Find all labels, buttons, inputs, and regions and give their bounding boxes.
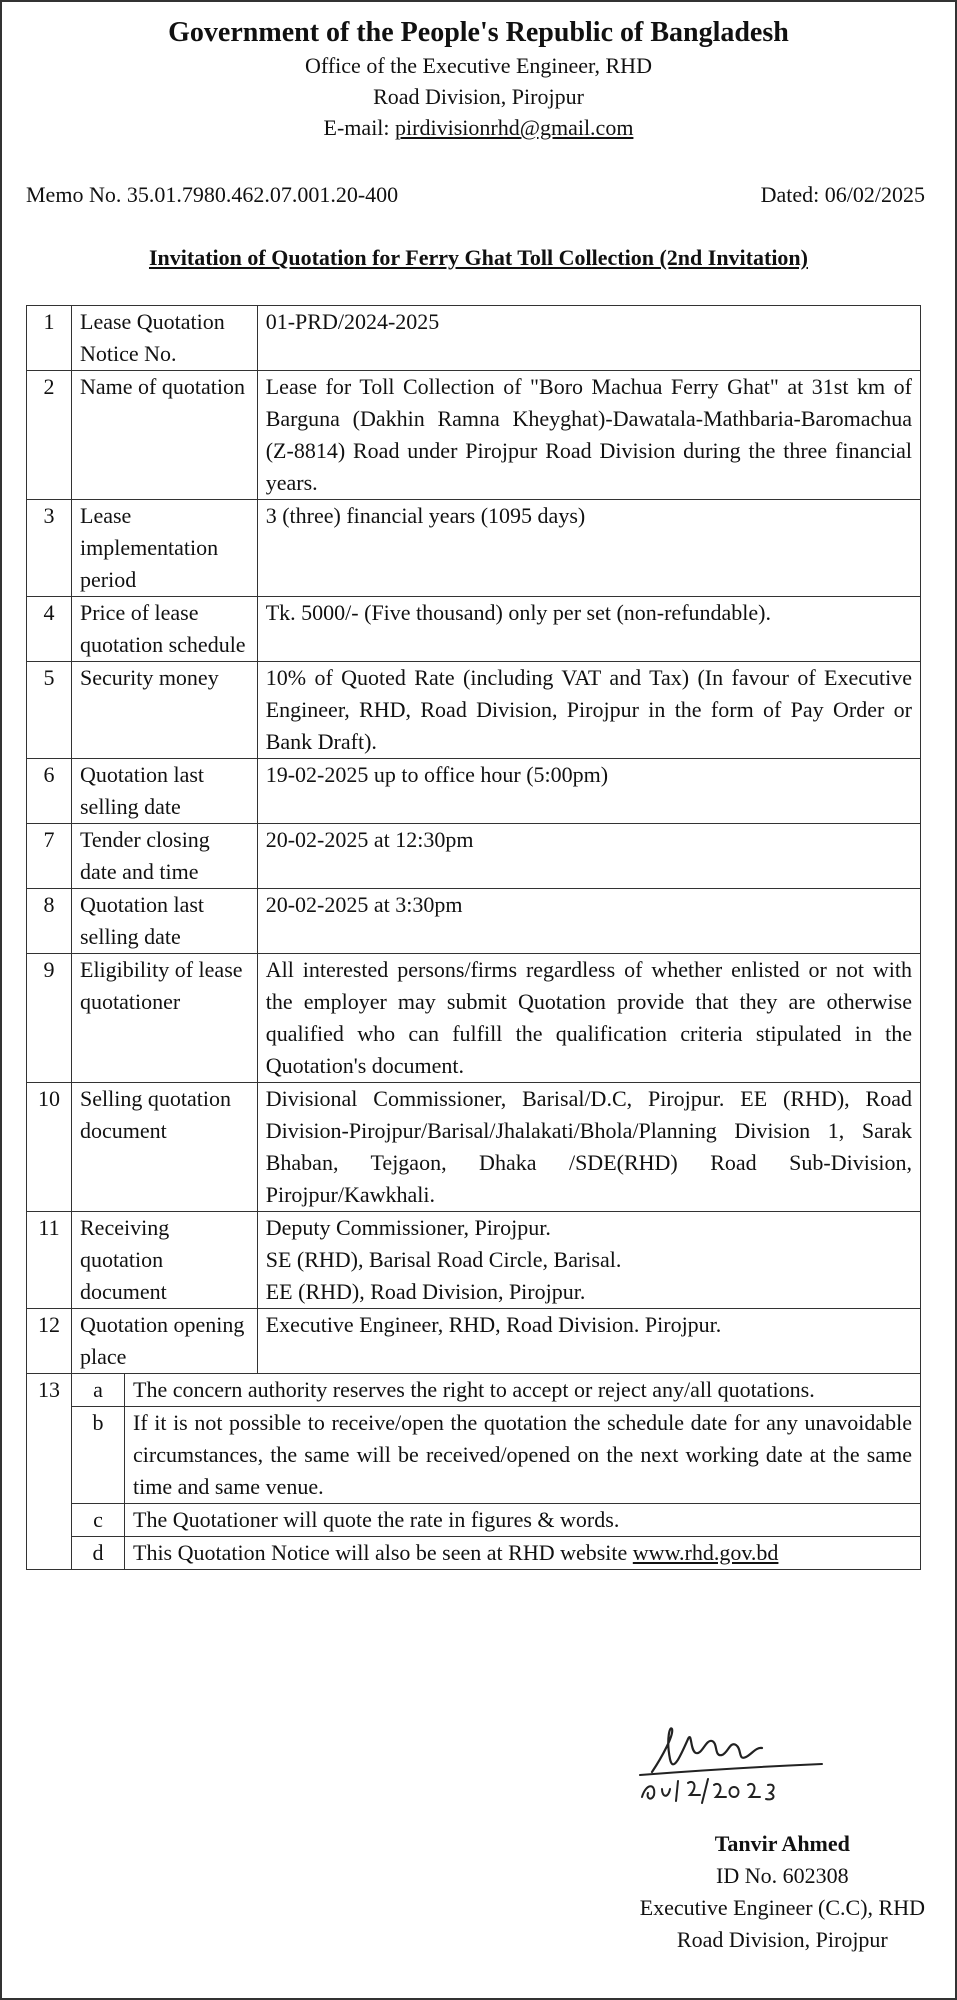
- row-label: Tender closing date and time: [72, 824, 258, 889]
- row-value: 3 (three) financial years (1095 days): [257, 500, 920, 597]
- government-title: Government of the People's Republic of Bangladesh: [168, 17, 789, 48]
- row-value: 01-PRD/2024-2025: [257, 306, 920, 371]
- note-text: The Quotationer will quote the rate in figures & words.: [125, 1504, 921, 1537]
- row-label: Name of quotation: [72, 371, 258, 500]
- row-number: 13: [27, 1374, 72, 1570]
- row-value: Lease for Toll Collection of "Boro Machua Ferry Ghat" at 31st km of Barguna (Dakhin Ramna Kheyghat)-Dawatala-Mathbaria-Baromachua (Z-8814) Road under Pirojpur Road Division during the three financial years.: [257, 371, 920, 500]
- website-link[interactable]: www.rhd.gov.bd: [632, 1540, 779, 1565]
- row-label: Lease Quotation Notice No.: [72, 306, 258, 371]
- row-value: Tk. 5000/- (Five thousand) only per set (non-refundable).: [257, 597, 920, 662]
- division-name: Road Division, Pirojpur: [373, 84, 584, 109]
- table-row: [27, 954, 921, 1083]
- note-text: The concern authority reserves the right to accept or reject any/all quotations.: [125, 1374, 921, 1407]
- row-value: 10% of Quoted Rate (including VAT and Tax) (In favour of Executive Engineer, RHD, Road Division, Pirojpur in the form of Pay Order or Bank Draft).: [257, 662, 920, 759]
- row-value: [257, 1212, 920, 1309]
- note-letter: c: [72, 1504, 125, 1537]
- signature-image: [632, 1717, 832, 1812]
- table-row: [27, 371, 921, 500]
- row-value: 20-02-2025 at 12:30pm: [257, 824, 920, 889]
- row-number: 8: [27, 889, 72, 954]
- note-letter: a: [72, 1374, 125, 1407]
- note-text: If it is not possible to receive/open the quotation the schedule date for any unavoidable circumstances, the same will be received/opened on the next working date at the same time and same venue.: [125, 1407, 921, 1504]
- note-row: [27, 1504, 921, 1537]
- row-number: 1: [27, 306, 72, 371]
- value-line: Deputy Commissioner, Pirojpur.: [265, 1215, 551, 1240]
- row-number: 6: [27, 759, 72, 824]
- table-row: [27, 759, 921, 824]
- signatory-office: Road Division, Pirojpur: [676, 1927, 888, 1952]
- row-number: 5: [27, 662, 72, 759]
- row-number: 10: [27, 1083, 72, 1212]
- signatory-designation: Executive Engineer (C.C), RHD: [639, 1895, 925, 1920]
- signatory-block: [640, 1828, 925, 1956]
- row-label: Quotation last selling date: [72, 759, 258, 824]
- note-text: [125, 1537, 921, 1570]
- table-row: [27, 824, 921, 889]
- office-name: Office of the Executive Engineer, RHD: [305, 53, 652, 78]
- memo-number: Memo No. 35.01.7980.462.07.001.20-400: [26, 182, 399, 207]
- row-value: Executive Engineer, RHD, Road Division. Pirojpur.: [257, 1309, 920, 1374]
- table-row: [27, 1309, 921, 1374]
- row-number: 4: [27, 597, 72, 662]
- signatory-name: Tanvir Ahmed: [714, 1831, 850, 1856]
- row-number: 2: [27, 371, 72, 500]
- row-number: 12: [27, 1309, 72, 1374]
- row-label: Quotation opening place: [72, 1309, 258, 1374]
- notice-title: Invitation of Quotation for Ferry Ghat Toll Collection (2nd Invitation): [148, 245, 808, 270]
- table-row: [27, 306, 921, 371]
- note-row: [27, 1407, 921, 1504]
- quotation-details-table: [26, 305, 921, 1570]
- row-number: 3: [27, 500, 72, 597]
- note-text-body: This Quotation Notice will also be seen at RHD website: [133, 1540, 633, 1565]
- row-value: 19-02-2025 up to office hour (5:00pm): [257, 759, 920, 824]
- table-row: [27, 1212, 921, 1309]
- email-label: E-mail:: [323, 115, 396, 140]
- table-row: [27, 889, 921, 954]
- email-line: [2, 112, 955, 143]
- row-label: Receiving quotation document: [72, 1212, 258, 1309]
- row-number: 7: [27, 824, 72, 889]
- table-row: [27, 500, 921, 597]
- note-row: [27, 1374, 921, 1407]
- letterhead: [2, 2, 955, 143]
- memo-date: Dated: 06/02/2025: [760, 182, 925, 207]
- note-letter: d: [72, 1537, 125, 1570]
- note-row: [27, 1537, 921, 1570]
- email-link[interactable]: pirdivisionrhd@gmail.com: [395, 115, 634, 140]
- table-row: [27, 1083, 921, 1212]
- value-line: SE (RHD), Barisal Road Circle, Barisal.: [265, 1247, 622, 1272]
- table-row: [27, 597, 921, 662]
- row-value: All interested persons/firms regardless of whether enlisted or not with the employer may submit Quotation provide that they are otherwise qualified who can fulfill the qualification criteria stipulated in the Quotation's document.: [257, 954, 920, 1083]
- row-label: Security money: [72, 662, 258, 759]
- signatory-id: ID No. 602308: [716, 1863, 849, 1888]
- memo-line: [26, 182, 925, 208]
- table-row: [27, 662, 921, 759]
- row-value: 20-02-2025 at 3:30pm: [257, 889, 920, 954]
- note-letter: b: [72, 1407, 125, 1504]
- row-label: Selling quotation document: [72, 1083, 258, 1212]
- row-number: 9: [27, 954, 72, 1083]
- row-label: Lease implementation period: [72, 500, 258, 597]
- value-line: EE (RHD), Road Division, Pirojpur.: [265, 1279, 586, 1304]
- row-value: Divisional Commissioner, Barisal/D.C, Pirojpur. EE (RHD), Road Division-Pirojpur/Barisal/Jhalakati/Bhola/Planning Division 1, Sarak Bhaban, Tejgaon, Dhaka /SDE(RHD) Road Sub-Division, Pirojpur/Kawkhali.: [257, 1083, 920, 1212]
- row-label: Price of lease quotation schedule: [72, 597, 258, 662]
- row-label: Quotation last selling date: [72, 889, 258, 954]
- row-label: Eligibility of lease quotationer: [72, 954, 258, 1083]
- row-number: 11: [27, 1212, 72, 1309]
